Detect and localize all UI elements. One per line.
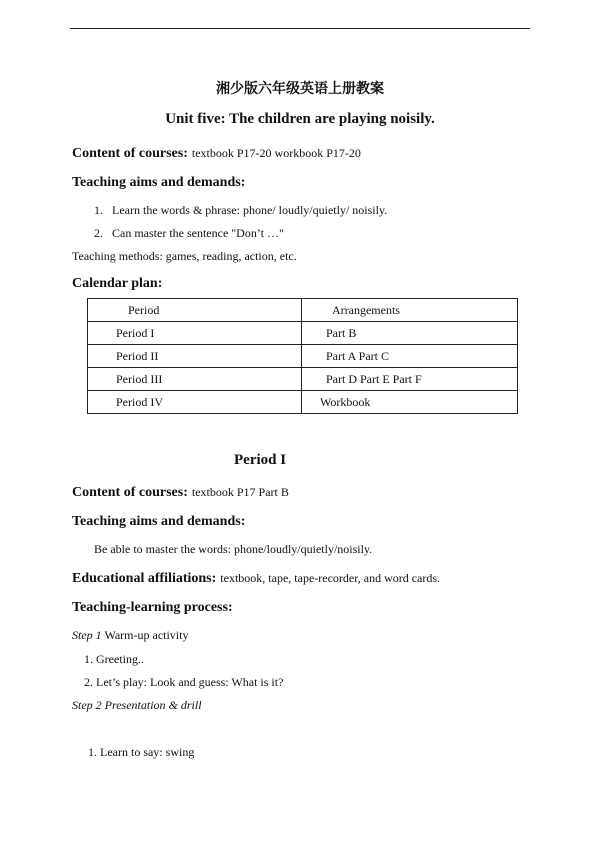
aim-text: Can master the sentence "Don’t …" [112,226,284,240]
list-item: 2. Let’s play: Look and guess: What is it? [84,675,284,689]
table-row [88,322,518,345]
step-1-text: Warm-up activity [104,628,189,642]
table-header-row [88,299,518,322]
table-row [88,345,518,368]
column-header-arrangements: Arrangements [302,299,518,322]
period-aims-text: Be able to master the words: phone/loudly/quietly/noisily. [94,542,373,556]
arrangement-cell: Part A Part C [302,345,518,368]
list-item: 1. Greeting.. [84,652,144,666]
content-label: Content of courses: [72,485,188,500]
arrangement-cell: Part D Part E Part F [302,368,518,391]
aim-number: 2. [94,226,103,240]
step-1-label: Step 1 [72,628,102,642]
teaching-methods: Teaching methods: games, reading, action, etc. [72,249,297,263]
period-aims-heading: Teaching aims and demands: [72,514,246,529]
aims-heading: Teaching aims and demands: [72,175,246,190]
table-row [88,391,518,414]
aim-text: Learn the words & phrase: phone/ loudly/quietly/ noisily. [112,203,388,217]
process-heading: Teaching-learning process: [72,600,233,615]
period-title: Period I [234,452,287,468]
step-2: Step 2 Presentation & drill [72,698,202,712]
header-rule [70,28,530,29]
aim-item [94,203,387,218]
arrangement-cell: Part B [302,322,518,345]
affiliations-label: Educational affiliations: [72,571,217,586]
period-cell: Period I [88,322,302,345]
content-value: textbook P17 Part B [191,485,289,499]
educational-affiliations [72,569,440,587]
list-item: 1. Learn to say: swing [88,745,195,759]
period-content-of-courses [72,483,289,501]
column-header-period: Period [88,299,302,322]
document-title-cn: 湘少版六年级英语上册教案 [216,81,384,97]
aim-item [94,226,284,241]
step-1 [72,628,188,643]
content-label: Content of courses: [72,146,188,161]
content-of-courses [72,144,361,162]
aim-number: 1. [94,203,103,217]
table-row [88,368,518,391]
affiliations-value: textbook, tape, tape-recorder, and word cards. [220,571,441,585]
calendar-heading: Calendar plan: [72,276,163,291]
calendar-table [87,298,518,414]
period-cell: Period III [88,368,302,391]
period-cell: Period IV [88,391,302,414]
arrangement-cell: Workbook [302,391,518,414]
period-cell: Period II [88,345,302,368]
content-value: textbook P17-20 workbook P17-20 [191,146,361,160]
unit-title: Unit five: The children are playing noisily. [165,111,435,127]
